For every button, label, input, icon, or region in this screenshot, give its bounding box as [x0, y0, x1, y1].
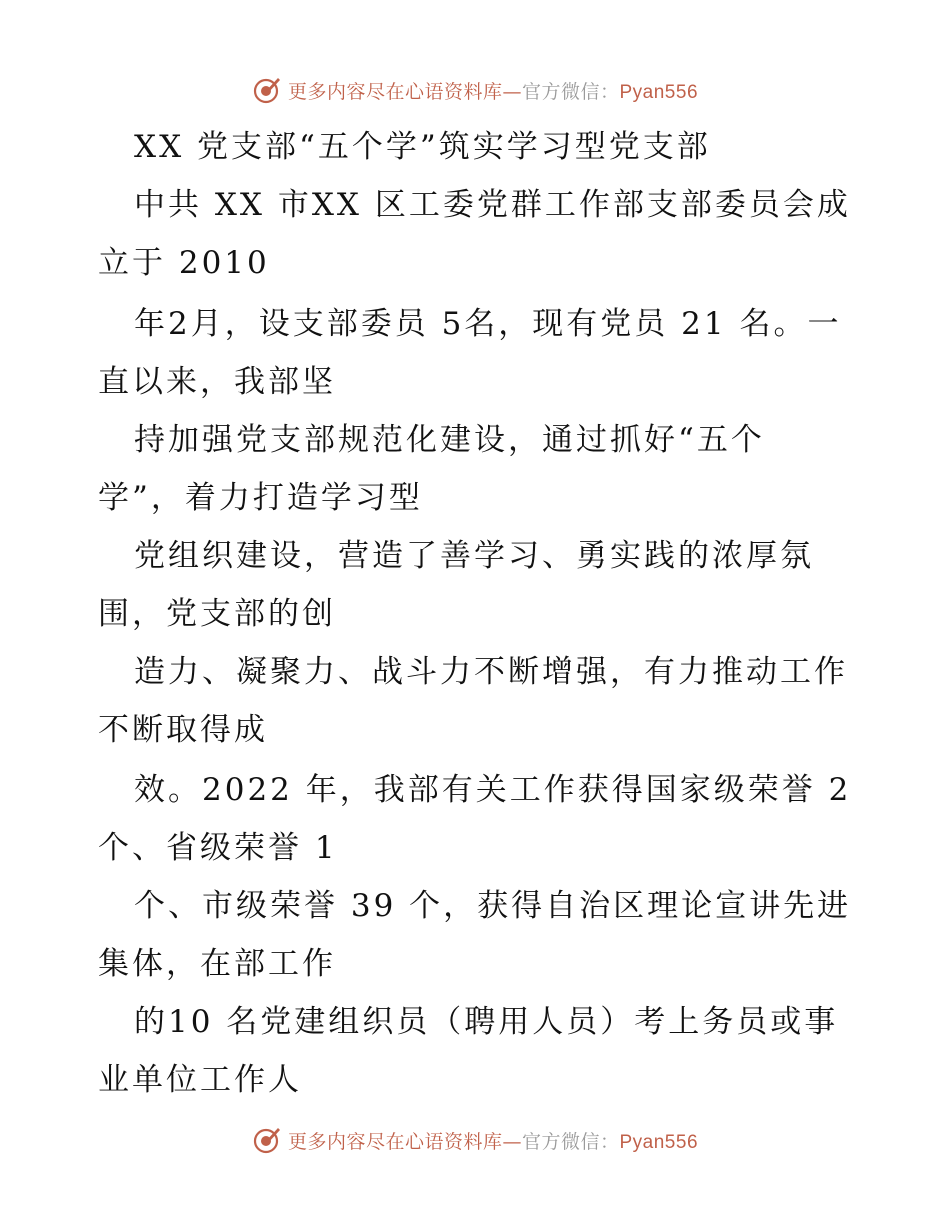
text-line: 个、市级荣誉 39 个，获得自治区理论宣讲先进	[134, 888, 852, 924]
text-line: 围，党支部的创	[98, 596, 336, 632]
banner-dash: —	[502, 1130, 522, 1153]
text-line: 直以来，我部坚	[98, 364, 336, 400]
text-line: 业单位工作人	[98, 1062, 302, 1098]
banner-wechat-label: 官方微信：	[521, 1130, 620, 1153]
text-line: 的10 名党建组织员（聘用人员）考上务员或事	[134, 1004, 839, 1040]
text-line: 党组织建设，营造了善学习、勇实践的浓厚氛	[134, 538, 814, 574]
banner-site-name: 更多内容尽在心语资料库	[287, 80, 503, 103]
banner-site-name: 更多内容尽在心语资料库	[287, 1130, 503, 1153]
header-banner	[0, 70, 950, 110]
banner-wechat-id: Pyan556	[619, 1131, 699, 1153]
banner-wechat-id: Pyan556	[619, 81, 699, 103]
text-line: 学”，着力打造学习型	[98, 480, 423, 516]
text-line: 持加强党支部规范化建设，通过抓好“五个	[134, 422, 765, 458]
pen-logo-icon	[252, 75, 282, 105]
document-title: XX 党支部“五个学”筑实学习型党支部	[134, 129, 711, 165]
text-line: 集体，在部工作	[98, 946, 336, 982]
banner-wechat-label: 官方微信：	[521, 80, 620, 103]
banner-dash: —	[502, 80, 522, 103]
text-line: 个、省级荣誉 1	[98, 830, 338, 866]
text-line: 不断取得成	[98, 712, 268, 748]
text-line: 效。2022 年，我部有关工作获得国家级荣誉 2	[134, 772, 852, 808]
text-line: 中共 XX 市XX 区工委党群工作部支部委员会成	[134, 187, 851, 223]
text-line: 年2月，设支部委员 5名，现有党员 21 名。一	[134, 306, 842, 342]
text-line: 造力、凝聚力、战斗力不断增强，有力推动工作	[134, 654, 848, 690]
footer-banner	[0, 1120, 950, 1160]
pen-logo-icon	[252, 1125, 282, 1155]
text-line: 立于 2010	[98, 245, 270, 281]
